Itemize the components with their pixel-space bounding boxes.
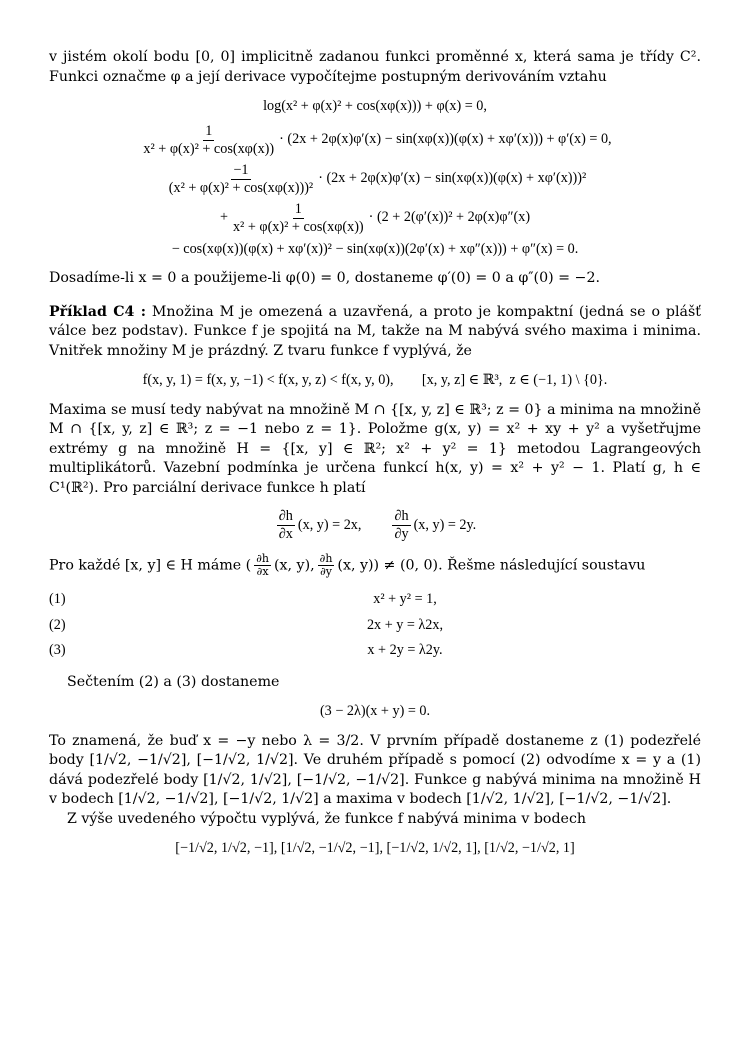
intro-paragraph: v jistém okolí bodu [0, 0] implicitně zadanou funkci proměnné x, která sama je třídy C². Funkci označme φ a její derivace vypočítejme postupným derivováním vztahu (49, 49, 701, 85)
example-paragraph-4: To znamená, že buď x = −y nebo λ = 3/2. V prvním případě dostaneme z (1) podezřelé body [1/√2, −1/√2], [−1/√2, 1/√2]. Ve druhém případě s pomocí (2) odvodíme x = y a (1) dává podezřelé body [1/√2, 1/√2], [−1/√2, −1/√2]. Funkce g nabývá minima na množině H v bodech [1/√2, −1/√2], [−1/√2, 1/√2] a maxima v bodech [1/√2, 1/√2], [−1/√2, −1/√2]. (49, 732, 701, 807)
fraction-numerator: ∂h (319, 552, 333, 565)
equation-system (49, 590, 701, 661)
system-equation: x + 2y = λ2y. (367, 642, 443, 658)
inequality: f(x, y, 1) = f(x, y, −1) < f(x, y, z) < f(x, y, 0), [x, y, z] ∈ ℝ³, z ∈ (−1, 1) \ {0}. (142, 372, 608, 388)
equation-2-rest: · (2x + 2φ(x)φ′(x) − sin(xφ(x))(φ(x) + xφ′(x))) + φ′(x) = 0, (279, 131, 612, 148)
dh-dx-rest: (x, y) = 2x, (297, 516, 362, 533)
equation-1: log(x² + φ(x)² + cos(xφ(x))) + φ(x) = 0, (263, 98, 487, 114)
partial-derivatives (49, 508, 701, 543)
sum-text: Sečtením (2) a (3) dostaneme (67, 673, 280, 690)
equation-4 (49, 201, 701, 236)
dh-dy-fraction (392, 508, 410, 543)
equation-4-fraction (231, 201, 366, 236)
para3-part-b: (x, y), (274, 557, 315, 574)
equation-4-prefix: + (219, 209, 228, 226)
system-equation: x² + y² = 1, (373, 591, 437, 607)
system-label: (2) (49, 616, 66, 633)
system-equation: 2x + y = λ2x, (366, 616, 444, 633)
para3-part-a: Pro každé [x, y] ∈ H máme ( (49, 557, 252, 574)
fraction-denominator: ∂y (394, 526, 409, 542)
para3-fraction-2 (318, 553, 335, 578)
equation-2-fraction (141, 123, 276, 158)
fraction-denominator: ∂y (320, 565, 332, 578)
fraction-numerator: ∂h (394, 508, 409, 524)
fraction-numerator: ∂h (256, 552, 269, 565)
fraction-numerator: ∂h (278, 508, 293, 524)
example-paragraph-2: Maxima se musí tedy nabývat na množině M ∩ {[x, y, z] ∈ ℝ³; z = 0} a minima na množině M ∩ {[x, y, z] ∈ ℝ³; z = −1 nebo z = 1}. Položme g(x, y) = x² + xy + y² a vyšetřujme extrémy g na množině H = {[x, y] ∈ ℝ²; x² + y² = 1} metodou Lagrangeových multiplikátorů. Vazební podmínka je určena funkcí h(x, y) = x² + y² − 1. Platí g, h ∈ C¹(ℝ²). Pro parciální derivace funkce h platí (49, 401, 701, 496)
dh-dx-fraction (277, 508, 295, 543)
example-title: Příklad C4 : (49, 303, 146, 320)
fraction-denominator: ∂x (278, 526, 293, 542)
fraction-denominator: ∂x (256, 565, 269, 578)
equation-3 (49, 162, 701, 197)
equation-block (49, 97, 701, 259)
dh-dy-rest: (x, y) = 2y. (413, 516, 477, 533)
document-page (49, 48, 701, 859)
fraction-numerator: 1 (205, 122, 213, 139)
system-label: (3) (49, 642, 66, 658)
fraction-denominator: (x² + φ(x)² + cos(xφ(x)))² (168, 179, 314, 196)
example-paragraph-1 (49, 303, 701, 362)
equation-4-rest: · (2 + 2(φ′(x))² + 2φ(x)φ″(x) (368, 209, 531, 226)
substitution-paragraph: Dosadíme-li x = 0 a použijeme-li φ(0) = 0, dostaneme φ′(0) = 0 a φ″(0) = −2. (49, 270, 600, 286)
equation-2 (49, 123, 701, 158)
equation-3-rest: · (2x + 2φ(x)φ′(x) − sin(xφ(x))(φ(x) + xφ′(x)))² (318, 170, 587, 187)
sum-equation: (3 − 2λ)(x + y) = 0. (319, 703, 431, 719)
fraction-numerator: 1 (294, 200, 302, 217)
fraction-denominator: x² + φ(x)² + cos(xφ(x)) (143, 140, 275, 157)
example-para1-text: Množina M je omezená a uzavřená, a proto je kompaktní (jedná se o plášť válce bez podstav). Funkce f je spojitá na M, takže na M nabývá svého maxima i minima. Vnitřek množiny M je prázdný. Z tvaru funkce f vyplývá, že (49, 303, 701, 359)
equation-3-fraction (167, 162, 315, 197)
equation-5: − cos(xφ(x))(φ(x) + xφ′(x))² − sin(xφ(x))(2φ′(x) + xφ″(x))) + φ″(x) = 0. (171, 240, 579, 257)
minimum-points: [−1/√2, 1/√2, −1], [1/√2, −1/√2, −1], [−1/√2, 1/√2, 1], [1/√2, −1/√2, 1] (175, 840, 575, 856)
para3-part-c: (x, y)) ≠ (0, 0). Řešme následující soustavu (337, 557, 646, 574)
fraction-numerator: −1 (233, 161, 249, 178)
fraction-denominator: x² + φ(x)² + cos(xφ(x)) (232, 218, 364, 235)
para3-fraction-1 (254, 553, 271, 578)
example-paragraph-3 (49, 553, 701, 578)
example-paragraph-5: Z výše uvedeného výpočtu vyplývá, že funkce f nabývá minima v bodech (67, 810, 587, 827)
system-label: (1) (49, 591, 66, 607)
